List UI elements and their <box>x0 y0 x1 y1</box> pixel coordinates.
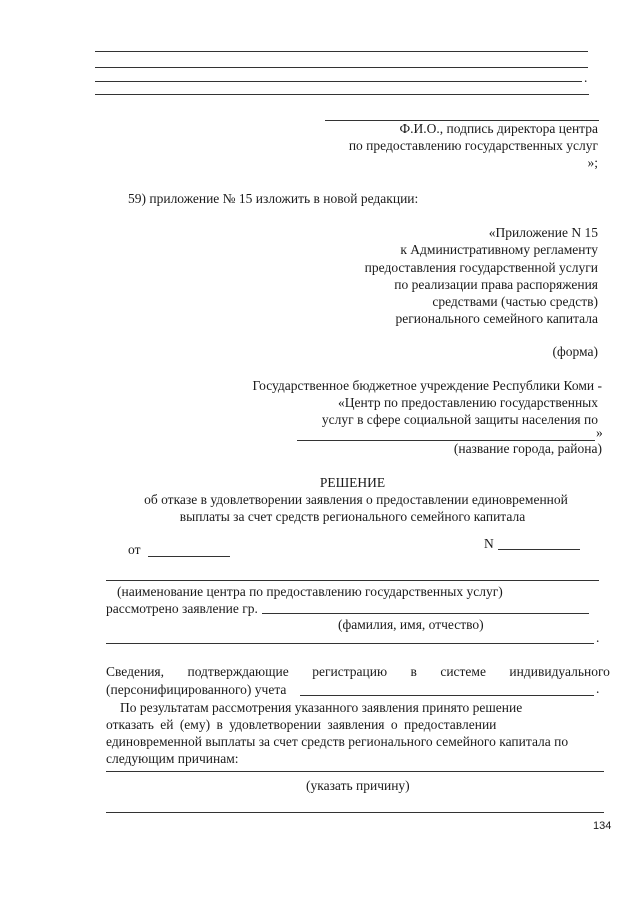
appendix-header-line6: регионального семейного капитала <box>395 311 598 326</box>
info-word-1: Сведения, <box>106 664 165 679</box>
number-blank-line <box>498 549 580 550</box>
institution-line4-end: » <box>596 425 603 440</box>
institution-line3: услуг в сфере социальной защиты населения по <box>321 412 598 427</box>
decision-subtitle-line1: об отказе в удовлетворении заявления о предоставлении единовременной <box>144 492 568 507</box>
result-line1 <box>106 700 600 716</box>
decision-title: РЕШЕНИЕ <box>319 475 386 490</box>
city-caption: (название города, района) <box>453 441 602 456</box>
appendix-header-line2: к Административному регламенту <box>400 242 598 257</box>
date-label: от <box>128 542 141 557</box>
reviewed-label: рассмотрено заявление гр. <box>106 601 258 616</box>
info-word-2: подтверждающие <box>187 664 289 679</box>
blank-line-3 <box>95 81 582 82</box>
appendix-header-line3: предоставления государственной услуги <box>364 260 598 275</box>
appendix-header-line4: по реализации права распоряжения <box>394 277 598 292</box>
decision-subtitle-line2: выплаты за счет средств регионального семейного капитала <box>179 509 526 524</box>
page-number: 134 <box>593 820 612 832</box>
result-line3: единовременной выплаты за счет средств регионального семейного капитала по <box>106 734 569 749</box>
info-word-6: индивидуального <box>509 664 610 679</box>
item-59-text: 59) приложение № 15 изложить в новой редакции: <box>128 191 419 206</box>
reason-line-1 <box>106 771 604 772</box>
info-line1 <box>106 664 610 680</box>
reason-line-2 <box>106 812 604 813</box>
account-blank-line <box>300 695 594 696</box>
reason-caption: (указать причину) <box>306 778 410 793</box>
blank-line-5-end-mark: . <box>596 630 600 645</box>
blank-line-4 <box>95 94 589 95</box>
info-line2-end-mark: . <box>596 681 600 696</box>
blank-line-end-mark: . <box>584 70 588 85</box>
blank-line-2 <box>95 67 588 68</box>
fio-caption: (фамилия, имя, отчество) <box>338 617 484 632</box>
info-line2: (персонифицированного) учета <box>106 682 287 697</box>
number-label: N <box>484 536 494 551</box>
result-line1-text: По результатам рассмотрения указанного заявления принято решение <box>120 700 523 715</box>
applicant-name-line <box>262 613 589 614</box>
result-line2: отказать ей (ему) в удовлетворении заявления о предоставлении <box>106 717 497 732</box>
center-name-line <box>106 580 599 581</box>
info-word-3: регистрацию <box>312 664 388 679</box>
signature-caption-line3: »; <box>587 155 598 170</box>
info-word-5: системе <box>440 664 486 679</box>
institution-line1: Государственное бюджетное учреждение Республики Коми - <box>252 378 602 393</box>
result-line4: следующим причинам: <box>106 751 239 766</box>
blank-line-1 <box>95 51 588 52</box>
blank-line-5 <box>106 643 594 644</box>
institution-line2: «Центр по предоставлению государственных <box>338 395 598 410</box>
center-caption: (наименование центра по предоставлению государственных услуг) <box>117 584 503 599</box>
form-label: (форма) <box>552 344 598 359</box>
info-word-4: в <box>410 664 417 679</box>
signature-caption-line2: по предоставлению государственных услуг <box>348 138 598 153</box>
date-blank-line <box>148 556 230 557</box>
appendix-header-line1: «Приложение N 15 <box>488 225 598 240</box>
appendix-header-line5: средствами (частью средств) <box>432 294 598 309</box>
signature-caption-line1: Ф.И.О., подпись директора центра <box>399 121 598 136</box>
